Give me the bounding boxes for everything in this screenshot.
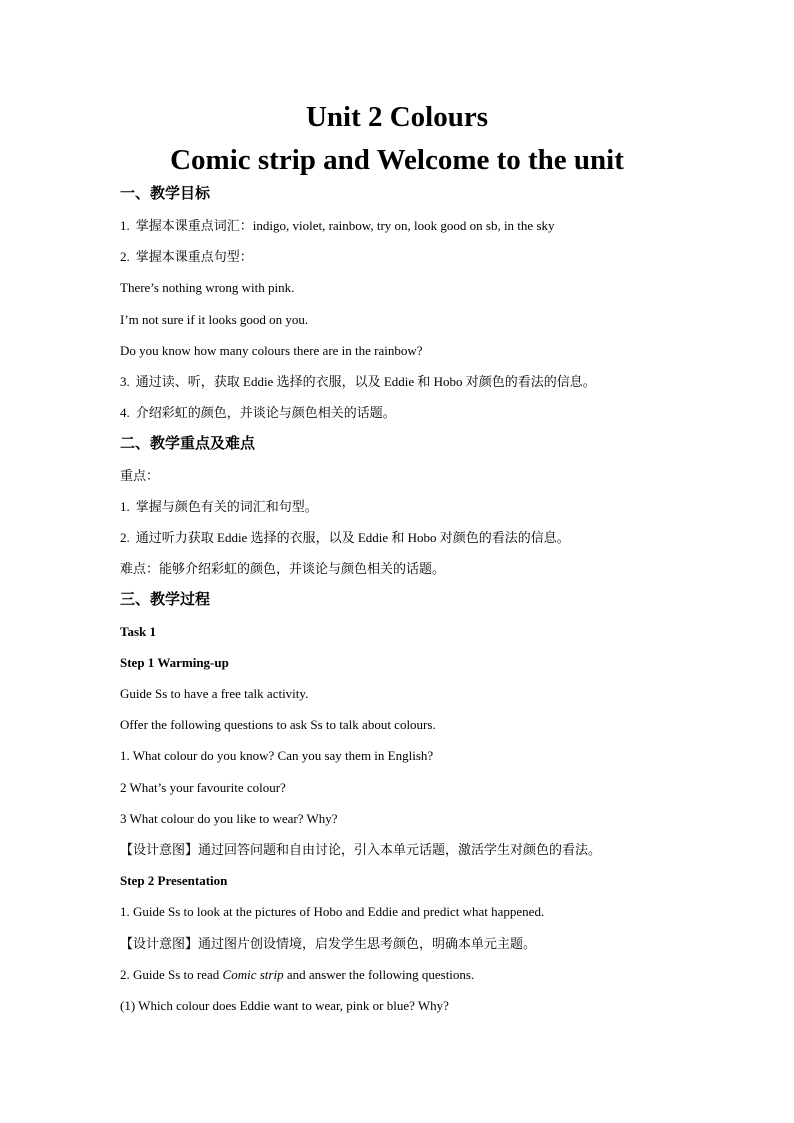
design-intent-1: 【设计意图】通过回答问题和自由讨论，引入本单元话题，激活学生对颜色的看法。 [120, 842, 602, 857]
objective-item-3 [120, 373, 734, 391]
warmup-question-2: 2 What’s your favourite colour? [120, 780, 286, 795]
objective-item-3-num: 3. [120, 374, 130, 389]
objective-item-2-num: 2. [120, 249, 130, 264]
key-point-1 [120, 498, 734, 516]
key-sentence-2: I’m not sure if it looks good on you. [120, 312, 309, 327]
key-point-2-text: 通过听力获取 Eddie 选择的衣服，以及 Eddie 和 Hobo 对颜色的看法的信息。 [135, 530, 570, 545]
objective-item-4-num: 4. [120, 405, 130, 420]
step1-line-1: Guide Ss to have a free talk activity. [120, 686, 309, 701]
warmup-question-3: 3 What colour do you like to wear? Why? [120, 811, 338, 826]
step2-line-2-post: and answer the following questions. [283, 967, 475, 982]
objective-item-1-text: 掌握本课重点词汇：indigo, violet, rainbow, try on, look good on sb, in the sky [135, 218, 555, 233]
key-point-1-text: 掌握与颜色有关的词汇和句型。 [135, 499, 318, 514]
key-points-label: 重点： [120, 468, 160, 483]
design-intent-2: 【设计意图】通过图片创设情境，启发学生思考颜色，明确本单元主题。 [120, 936, 537, 951]
warmup-question-1: 1. What colour do you know? Can you say them in English? [120, 748, 434, 763]
key-point-2-num: 2. [120, 530, 130, 545]
objective-item-1-num: 1. [120, 218, 130, 233]
objective-item-2-text: 掌握本课重点句型： [135, 249, 253, 264]
key-point-1-num: 1. [120, 499, 130, 514]
step2-question-1: (1) Which colour does Eddie want to wear, pink or blue? Why? [120, 998, 449, 1013]
objective-item-4 [120, 404, 734, 422]
objective-item-1 [120, 217, 734, 235]
key-point-2 [120, 529, 734, 547]
objective-item-2 [120, 248, 734, 266]
section1-heading: 一、教学目标 [120, 186, 211, 202]
step2-line-1: 1. Guide Ss to look at the pictures of Hobo and Eddie and predict what happened. [120, 904, 545, 919]
difficulty-point: 难点：能够介绍彩虹的颜色，并谈论与颜色相关的话题。 [120, 561, 446, 576]
step1-heading: Step 1 Warming-up [120, 655, 229, 670]
step2-line-2-pre: 2. Guide Ss to read [120, 967, 223, 982]
section2-heading: 二、教学重点及难点 [120, 436, 256, 452]
step2-line-2 [120, 966, 734, 984]
objective-item-4-text: 介绍彩虹的颜色，并谈论与颜色相关的话题。 [135, 405, 396, 420]
comic-strip-title: Comic strip [222, 967, 284, 982]
section3-heading: 三、教学过程 [120, 592, 211, 608]
doc-title: Unit 2 Colours [305, 101, 489, 133]
task1-heading: Task 1 [120, 624, 157, 639]
objective-item-3-text: 通过读、听，获取 Eddie 选择的衣服，以及 Eddie 和 Hobo 对颜色的看法的信息。 [135, 374, 596, 389]
step1-line-2: Offer the following questions to ask Ss to talk about colours. [120, 717, 436, 732]
key-sentence-3: Do you know how many colours there are in the rainbow? [120, 343, 423, 358]
key-sentence-1: There’s nothing wrong with pink. [120, 280, 295, 295]
doc-subtitle: Comic strip and Welcome to the unit [170, 144, 624, 176]
step2-heading: Step 2 Presentation [120, 873, 228, 888]
